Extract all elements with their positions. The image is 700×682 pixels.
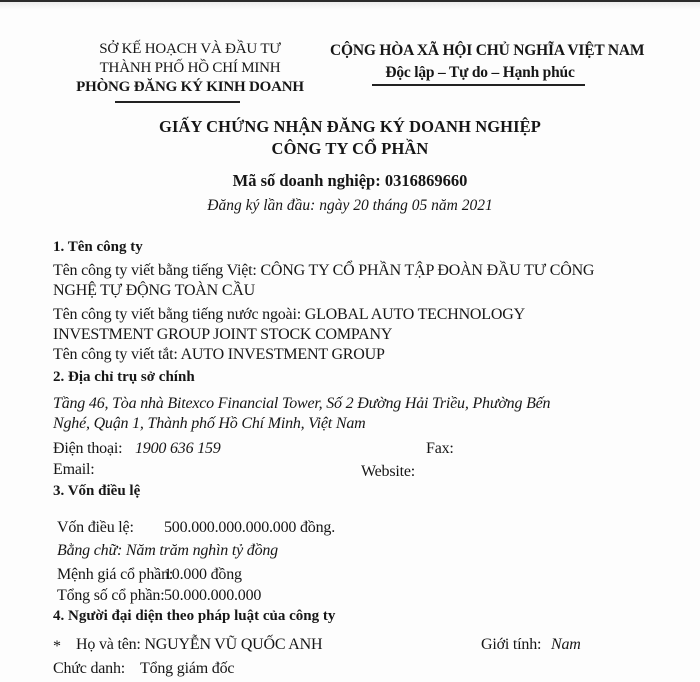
- short-company-name: Tên công ty viết tắt: AUTO INVESTMENT GROUP: [53, 346, 385, 363]
- section-3-heading: 3. Vốn điều lệ: [53, 483, 141, 499]
- email-label: Email:: [53, 461, 95, 478]
- total-shares: 50.000.000.000: [164, 587, 262, 604]
- position-value: Tổng giám đốc: [140, 660, 235, 677]
- foreign-company-name-line-1: Tên công ty viết bằng tiếng nước ngoài: GLOBAL AUTO TECHNOLOGY: [53, 306, 525, 323]
- section-1-heading: 1. Tên công ty: [53, 239, 143, 255]
- gender-value: Nam: [551, 636, 581, 653]
- fax-label: Fax:: [426, 440, 454, 457]
- address-line-1: Tầng 46, Tòa nhà Bitexco Financial Tower, Số 2 Đường Hải Triều, Phường Bến: [53, 395, 551, 412]
- authority-line-2: THÀNH PHỐ HỒ CHÍ MINH: [99, 60, 281, 76]
- gender-label: Giới tính:: [481, 636, 542, 653]
- position-label: Chức danh:: [53, 660, 125, 677]
- country-name: CỘNG HÒA XÃ HỘI CHỦ NGHĨA VIỆT NAM: [330, 42, 645, 59]
- par-value: 10.000 đồng: [164, 566, 242, 583]
- title-line-2: CÔNG TY CỔ PHẦN: [271, 139, 429, 158]
- authority-line-3: PHÒNG ĐĂNG KÝ KINH DOANH: [76, 79, 304, 95]
- document-title: [100, 116, 600, 160]
- bullet-asterisk: *: [53, 638, 61, 655]
- title-line-1: GIẤY CHỨNG NHẬN ĐĂNG KÝ DOANH NGHIỆP: [159, 117, 541, 136]
- phone-value: 1900 636 159: [135, 440, 221, 457]
- address-line-2: Nghé, Quận 1, Thành phố Hồ Chí Minh, Việt Nam: [53, 415, 366, 432]
- capital-value: 500.000.000.000.000 đồng.: [164, 519, 336, 536]
- issuing-authority: [60, 40, 320, 97]
- section-4-heading: 4. Người đại diện theo pháp luật của công ty: [53, 608, 336, 624]
- vn-company-name-line-1: Tên công ty viết bằng tiếng Việt: CÔNG TY CỔ PHẦN TẬP ĐOÀN ĐẦU TƯ CÔNG: [53, 262, 595, 279]
- website-label: Website:: [361, 463, 415, 480]
- motto-underline: [372, 84, 585, 86]
- phone-label: Điện thoại:: [53, 440, 123, 457]
- par-value-label: Mệnh giá cổ phần:: [57, 566, 174, 583]
- vn-company-name-line-2: NGHỆ TỰ ĐỘNG TOÀN CẦU: [53, 282, 255, 299]
- top-shadow: [0, 2, 700, 10]
- first-registration-date: Đăng ký lần đầu: ngày 20 tháng 05 năm 2021: [207, 197, 493, 214]
- authority-underline: [115, 101, 240, 103]
- capital-in-words: Bằng chữ: Năm trăm nghìn tỷ đồng: [57, 542, 278, 559]
- capital-label: Vốn điều lệ:: [57, 519, 134, 536]
- business-code: Mã số doanh nghiệp: 0316869660: [232, 171, 468, 190]
- motto: Độc lập – Tự do – Hạnh phúc: [385, 64, 575, 81]
- section-2-heading: 2. Địa chỉ trụ sở chính: [53, 369, 195, 385]
- authority-line-1: SỞ KẾ HOẠCH VÀ ĐẦU TƯ: [99, 41, 281, 57]
- national-motto: [330, 40, 645, 84]
- representative-name: Họ và tên: NGUYỄN VŨ QUỐC ANH: [76, 636, 323, 653]
- total-shares-label: Tổng số cổ phần:: [57, 587, 165, 604]
- foreign-company-name-line-2: INVESTMENT GROUP JOINT STOCK COMPANY: [53, 326, 393, 343]
